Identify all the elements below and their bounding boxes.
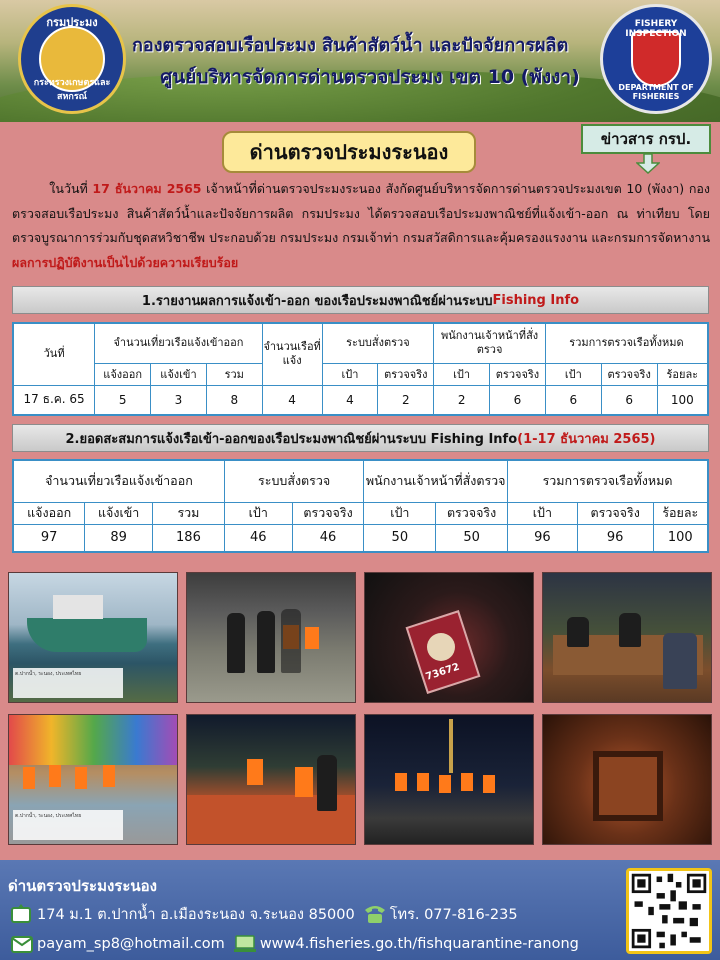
table-header-row — [13, 460, 708, 502]
table-cell: 186 — [153, 524, 225, 552]
email-icon — [10, 934, 34, 954]
intro-date: 17 ธันวาคม 2565 — [92, 181, 202, 196]
person-figure — [317, 755, 337, 811]
fishery-inspection-logo — [600, 4, 712, 114]
table-cell: 6 — [490, 385, 546, 415]
person-figure — [663, 633, 697, 689]
table-cell: 46 — [224, 524, 292, 552]
table-cell: 46 — [292, 524, 364, 552]
section1-system-name: Fishing Info — [492, 292, 580, 308]
header-trips: จำนวนเที่ยวเรือแจ้งเข้าออก — [13, 460, 224, 502]
header-officer-order: พนักงานเจ้าหน้าที่สั่งตรวจ — [434, 323, 546, 363]
table-cell: 96 — [577, 524, 653, 552]
table-cell: 100 — [657, 385, 708, 415]
header-center-name: ศูนย์บริหารจัดการด่านตรวจประมง เขต 10 (พังงา) — [160, 66, 580, 88]
subheader-cell: เป้า — [508, 502, 578, 524]
seal-top-text: กรมประมง — [46, 16, 98, 29]
subheader-cell: ตรวจจริง — [292, 502, 364, 524]
intro-paragraph — [12, 177, 710, 275]
page-title: ด่านตรวจประมงระนอง — [222, 131, 476, 173]
intro-text-start: ในวันที่ — [49, 181, 93, 196]
header-trips: จำนวนเที่ยวเรือแจ้งเข้าออก — [95, 323, 262, 363]
person-vest — [417, 773, 429, 791]
shield-icon — [631, 31, 681, 87]
intro-result: ผลการปฏิบัติงานเป็นไปด้วยความเรียบร้อย — [12, 254, 239, 270]
table-cell: 6 — [545, 385, 601, 415]
table-cell: 4 — [262, 385, 322, 415]
footer-website[interactable]: www4.fisheries.go.th/fishquarantine-ranong — [259, 936, 579, 952]
photo-crew-interview — [542, 572, 712, 703]
logo-top-text: FISHERY INSPECTION — [625, 19, 687, 39]
subheader-cell: ตรวจจริง — [601, 363, 657, 385]
header-date: วันที่ — [13, 323, 95, 385]
header-total-inspection: รวมการตรวจเรือทั้งหมด — [545, 323, 708, 363]
subheader-cell: เป้า — [545, 363, 601, 385]
footer-contact-row — [10, 932, 579, 956]
footer-title: ด่านตรวจประมงระนอง — [8, 877, 157, 895]
table-cell: 2 — [434, 385, 490, 415]
subheader-cell: ตรวจจริง — [378, 363, 434, 385]
subheader-cell: แจ้งเข้า — [85, 502, 153, 524]
table-cell: 96 — [508, 524, 578, 552]
person-figure — [567, 617, 589, 647]
photo-geo-caption: ต.ปากน้ำ, ระนอง, ประเทศไทย — [13, 668, 123, 698]
person-vest — [305, 627, 319, 649]
subheader-cell: ตรวจจริง — [490, 363, 546, 385]
photo-seaman-book-closeup — [364, 572, 534, 703]
subheader-cell: เป้า — [224, 502, 292, 524]
person-vest — [49, 765, 61, 787]
table-cell: 3 — [151, 385, 207, 415]
header-division-name: กองตรวจสอบเรือประมง สินค้าสัตว์น้ำ และปัจจัยการผลิต — [132, 35, 569, 56]
person-vest — [295, 767, 313, 797]
header-system-order: ระบบสั่งตรวจ — [322, 323, 434, 363]
table-cell: 6 — [601, 385, 657, 415]
person-vest — [23, 767, 35, 789]
footer-phone: โทร. 077-816-235 — [389, 906, 518, 923]
table-row — [13, 385, 708, 415]
photo-fish-hold-inspection — [542, 714, 712, 845]
booklet-number: 73672 — [424, 661, 461, 683]
subheader-cell: แจ้งเข้า — [151, 363, 207, 385]
footer-address: 174 ม.1 ต.ปากน้ำ อ.เมืองระนอง จ.ระนอง 85000 — [37, 906, 355, 923]
table-cell: 4 — [322, 385, 378, 415]
location-icon — [10, 904, 34, 924]
header-vessels: จำนวนเรือที่แจ้ง — [262, 323, 322, 385]
table-row — [13, 524, 708, 552]
table-cell: 17 ธ.ค. 65 — [13, 385, 95, 415]
fish-hold-hatch — [593, 751, 663, 821]
qr-code-icon[interactable] — [626, 868, 712, 954]
subheader-cell: เป้า — [322, 363, 378, 385]
logo-bottom-text: DEPARTMENT OF FISHERIES — [618, 83, 694, 101]
table-subheader-row — [13, 363, 708, 385]
table-cell: 89 — [85, 524, 153, 552]
table-cell: 100 — [653, 524, 708, 552]
section2-title: 2.ยอดสะสมการแจ้งเรือเข้า-ออกของเรือประมงพาณิชย์ผ่านระบบ Fishing Info — [65, 431, 518, 447]
intro-text-body: เจ้าหน้าที่ด่านตรวจประมงระนอง สังกัดศูนย์บริหารจัดการด่านตรวจประมงเขต 10 (พังงา) กองตรวจสอบเรือประมง สินค้าสัตว์น้ำและปัจจัยการผลิต กรมประมง ได้ตรวจสอบเรือประมงพาณิชย์ที่แจ้งเข้า-ออก ณ ท่าเทียบ โดยตรวจบูรณาการร่วมกับชุดสหวิชาชีพ ประกอบด้วย กรมประมง กรมเจ้าท่า กรมสวัสดิการและคุ้มครองแรงงาน และกรมการจัดหางาน — [12, 181, 710, 245]
header-banner — [0, 0, 720, 122]
section1-banner — [12, 286, 709, 314]
section2-period: (1-17 ธันวาคม 2565) — [517, 431, 656, 447]
subheader-cell: แจ้งออก — [13, 502, 85, 524]
person-figure — [257, 611, 275, 673]
footer-address-row — [10, 902, 518, 926]
news-tag: ข่าวสาร กรป. — [581, 124, 711, 154]
table-cell: 2 — [378, 385, 434, 415]
photo-officers-inspecting — [186, 572, 356, 703]
person-figure — [281, 609, 301, 673]
person-vest — [103, 765, 115, 787]
boat-cabin — [53, 595, 103, 619]
person-vest — [75, 767, 87, 789]
photo-fishing-boat-at-pier — [8, 572, 178, 703]
table-cell: 50 — [436, 524, 508, 552]
department-of-fisheries-seal — [18, 4, 126, 114]
person-figure — [227, 613, 245, 673]
subheader-cell: แจ้งออก — [95, 363, 151, 385]
person-vest — [395, 773, 407, 791]
table-cell: 97 — [13, 524, 85, 552]
person-vest — [461, 773, 473, 791]
person-vest — [439, 775, 451, 793]
photo-crew-lineup-colorful-wall — [8, 714, 178, 845]
section2-banner — [12, 424, 709, 452]
boat-hull — [27, 618, 147, 652]
painted-wall — [9, 715, 178, 765]
computer-icon — [233, 934, 257, 954]
table-cell: 5 — [95, 385, 151, 415]
footer-email[interactable]: payam_sp8@hotmail.com — [37, 936, 225, 952]
section1-title: 1.รายงานผลการแจ้งเข้า-ออก ของเรือประมงพาณิชย์ผ่านระบบ — [141, 293, 493, 309]
subheader-cell: ร้อยละ — [653, 502, 708, 524]
photo-night-team-group — [364, 714, 534, 845]
seal-bottom-text: กระทรวงเกษตรและสหกรณ์ — [33, 78, 111, 102]
photo-geo-caption: ต.ปากน้ำ, ระนอง, ประเทศไทย — [13, 810, 123, 840]
phone-icon — [363, 904, 387, 924]
subheader-cell: เป้า — [434, 363, 490, 385]
person-figure — [619, 613, 641, 647]
subheader-cell: ตรวจจริง — [436, 502, 508, 524]
subheader-cell: ตรวจจริง — [577, 502, 653, 524]
footer-contact-bar — [0, 860, 720, 960]
crane-mast — [449, 719, 453, 773]
down-arrow-icon — [636, 154, 660, 174]
stamp-emblem-icon — [427, 633, 455, 661]
daily-report-table — [12, 322, 709, 416]
person-vest — [247, 759, 263, 785]
table-cell: 50 — [364, 524, 436, 552]
photo-night-boat-deck-inspection — [186, 714, 356, 845]
table-header-row — [13, 323, 708, 363]
table-subheader-row — [13, 502, 708, 524]
subheader-cell: รวม — [206, 363, 262, 385]
header-total-inspection: รวมการตรวจเรือทั้งหมด — [508, 460, 708, 502]
header-officer-order: พนักงานเจ้าหน้าที่สั่งตรวจ — [364, 460, 508, 502]
subheader-cell: เป้า — [364, 502, 436, 524]
cumulative-report-table — [12, 459, 709, 553]
person-vest — [483, 775, 495, 793]
table-cell: 8 — [206, 385, 262, 415]
subheader-cell: รวม — [153, 502, 225, 524]
header-system-order: ระบบสั่งตรวจ — [224, 460, 364, 502]
subheader-cell: ร้อยละ — [657, 363, 708, 385]
